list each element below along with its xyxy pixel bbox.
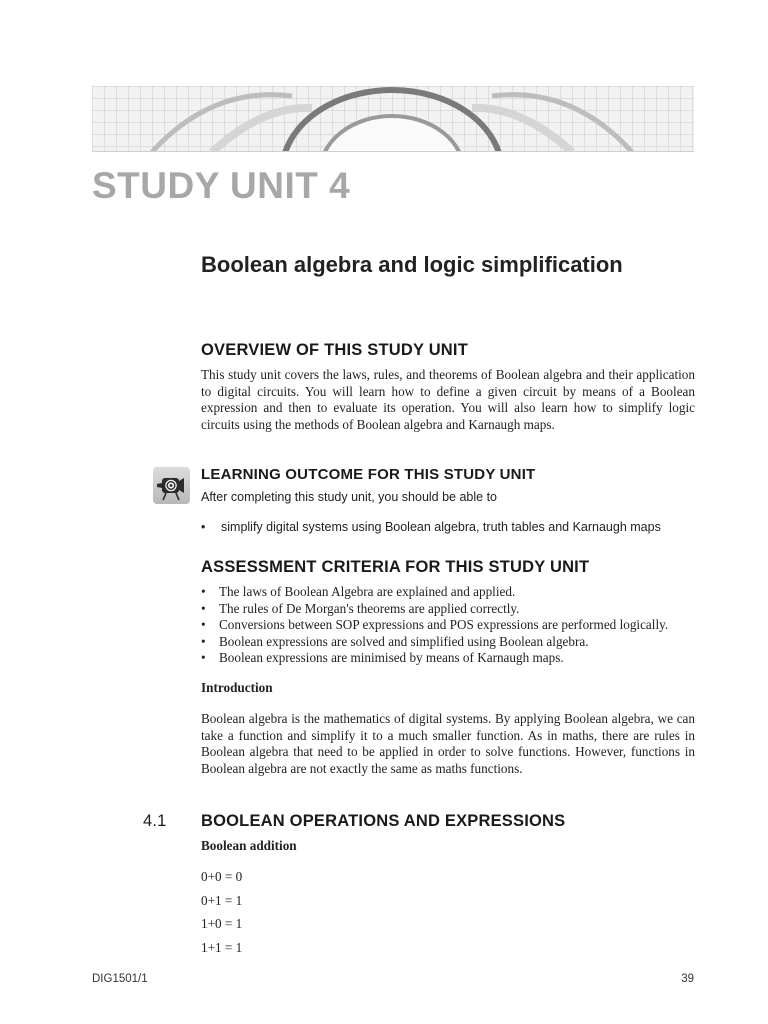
assessment-item: • Boolean expressions are solved and simplified using Boolean algebra. — [201, 634, 701, 651]
learning-outcome-heading: LEARNING OUTCOME FOR THIS STUDY UNIT — [201, 466, 536, 483]
equation: 0+1 = 1 — [201, 892, 243, 908]
section-number: 4.1 — [143, 812, 167, 830]
unit-title: STUDY UNIT 4 — [92, 165, 351, 206]
overview-heading: OVERVIEW OF THIS STUDY UNIT — [201, 341, 468, 359]
footer-course-code: DIG1501/1 — [92, 973, 148, 985]
unit-subtitle: Boolean algebra and logic simplification — [201, 252, 623, 277]
learning-outcome-item: • simplify digital systems using Boolean algebra, truth tables and Karnaugh maps — [201, 520, 661, 534]
footer-page-number: 39 — [681, 973, 694, 985]
introduction-heading: Introduction — [201, 680, 273, 695]
equation-list — [201, 869, 242, 963]
assessment-item: • Boolean expressions are minimised by means of Karnaugh maps. — [201, 650, 701, 667]
overview-paragraph: This study unit covers the laws, rules, and theorems of Boolean algebra and their application to digital circuits. You will learn how to define a given circuit by means of a Boolean expression and then to evaluate its operation. You will also learn how to simplify logic circuits using the methods of Boolean algebra and Karnaugh maps. — [201, 367, 695, 432]
boolean-addition-heading: Boolean addition — [201, 838, 297, 853]
header-banner-image — [92, 86, 694, 152]
equation: 1+1 = 1 — [201, 939, 243, 955]
equation: 0+0 = 0 — [201, 869, 243, 884]
section-heading: BOOLEAN OPERATIONS AND EXPRESSIONS — [201, 812, 566, 830]
learning-outcome-icon — [153, 467, 190, 504]
assessment-heading: ASSESSMENT CRITERIA FOR THIS STUDY UNIT — [201, 558, 590, 576]
equation: 1+0 = 1 — [201, 916, 243, 931]
assessment-item: • The rules of De Morgan's theorems are applied correctly. — [201, 601, 701, 618]
learning-outcome-list — [201, 520, 661, 534]
introduction-paragraph: Boolean algebra is the mathematics of digital systems. By applying Boolean algebra, we can take a function and simplify it to a much smaller function. As in maths, there are rules in Boolean algebra that need to be applied in order to solve functions. However, functions in Boolean algebra are not exactly the same as maths functions. — [201, 711, 695, 776]
assessment-list — [201, 584, 701, 667]
assessment-item: • The laws of Boolean Algebra are explained and applied. — [201, 584, 701, 601]
assessment-item: • Conversions between SOP expressions and POS expressions are performed logically. — [201, 617, 701, 634]
learning-outcome-intro: After completing this study unit, you should be able to — [201, 490, 498, 504]
